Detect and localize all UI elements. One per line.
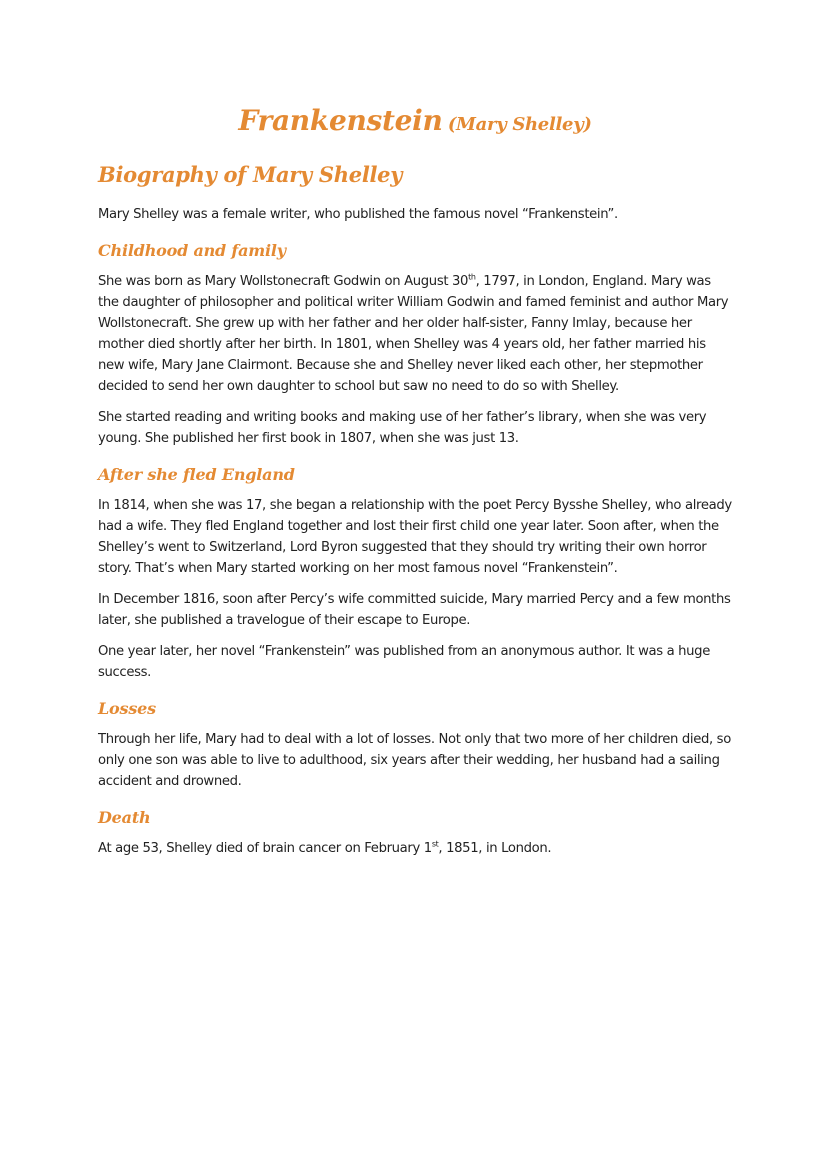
ordinal-suffix: st [431,839,439,849]
paragraph-fled-3: One year later, her novel “Frankenstein” was published from an anonymous author. It was a huge success. [98,644,710,680]
title-main: Frankenstein [238,104,443,137]
heading-death: Death [98,808,151,827]
ordinal-suffix: th [468,272,476,282]
paragraph-fled-1: In 1814, when she was 17, she began a relationship with the poet Percy Bysshe Shelley, who already had a wife. They fled England together and lost their first child one year later. Soon after, when the Shelley’s went to Switzerland, Lord Byron suggested that they should try writing their own horror story. That’s when Mary started working on her most famous novel “Frankenstein”. [98,498,732,576]
text-segment: , 1797, in London, England. Mary was the daughter of philosopher and political writer William Godwin and famed feminist and author Mary Wollstonecraft. She grew up with her father and her older half-sister, Fanny Imlay, because her mother died shortly after her birth. In 1801, when Shelley was 4 years old, her father married his new wife, Mary Jane Clairmont. Because she and Shelley never liked each other, her stepmother decided to send her own daughter to school but saw no need to do so with Shelley. [98,274,729,394]
paragraph-death-1 [98,838,732,859]
section-heading-biography: Biography of Mary Shelley [98,162,403,187]
text-segment: , 1851, in London. [438,841,552,856]
paragraph-fled-2: In December 1816, soon after Percy’s wife committed suicide, Mary married Percy and a few months later, she published a travelogue of their escape to Europe. [98,592,731,628]
paragraph-intro: Mary Shelley was a female writer, who published the famous novel “Frankenstein”. [98,207,618,222]
paragraph-losses-1: Through her life, Mary had to deal with a lot of losses. Not only that two more of her children died, so only one son was able to live to adulthood, six years after their wedding, her husband had a sailing accident and drowned. [98,732,731,789]
text-segment: At age 53, Shelley died of brain cancer on February 1 [98,841,432,856]
document-page [98,96,732,869]
heading-after-fled: After she fled England [98,465,295,484]
paragraph-childhood-1 [98,271,732,397]
paragraph-childhood-2: She started reading and writing books and making use of her father’s library, when she was very young. She published her first book in 1807, when she was just 13. [98,410,707,446]
title-subtitle: (Mary Shelley) [447,114,592,135]
document-title [98,96,732,150]
text-segment: She was born as Mary Wollstonecraft Godwin on August 30 [98,274,469,289]
heading-childhood: Childhood and family [98,241,286,260]
heading-losses: Losses [98,699,156,718]
